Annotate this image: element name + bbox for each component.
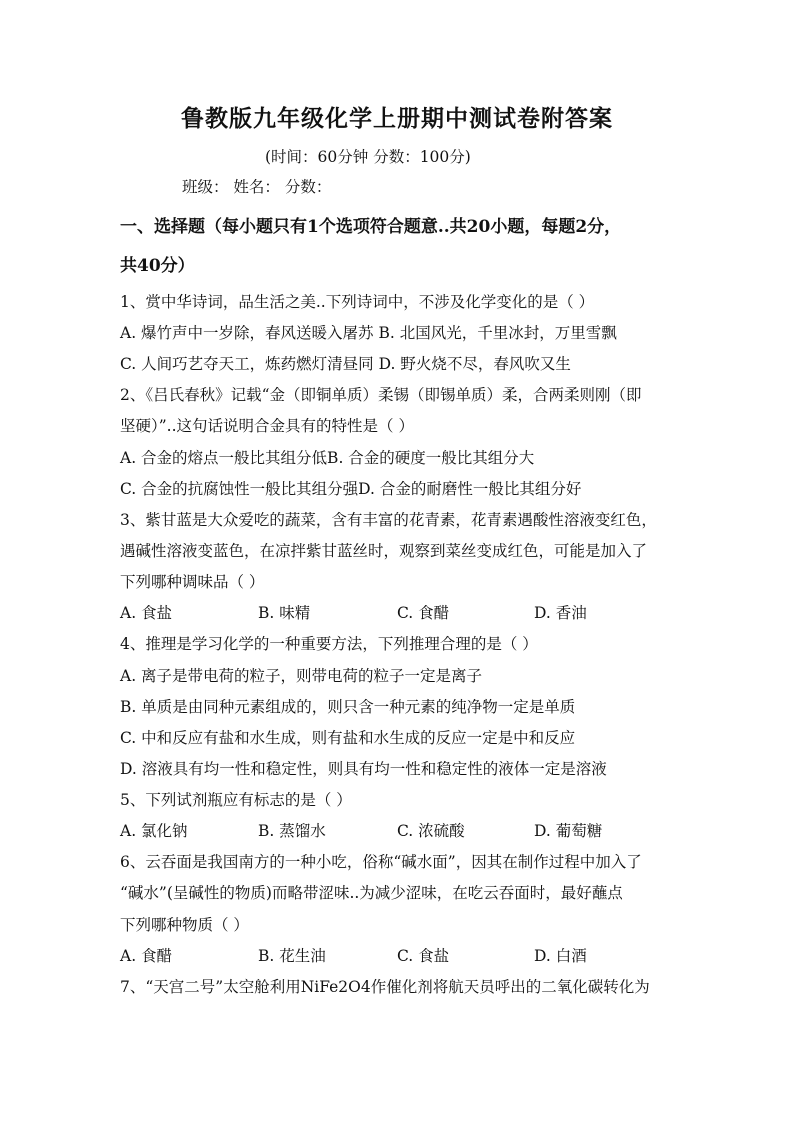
- question-2-options-ab: A. 合金的熔点一般比其组分低B. 合金的硬度一般比其组分大: [120, 449, 535, 467]
- exam-time-score: (时间：60分钟 分数：100分): [265, 148, 471, 166]
- question-6-option-d: D. 白酒: [534, 947, 587, 965]
- question-3-stem-line1: 3、紫甘蓝是大众爱吃的蔬菜，含有丰富的花青素，花青素遇酸性溶液变红色，: [120, 511, 657, 529]
- question-6-stem-line3: 下列哪种物质（ ）: [120, 916, 249, 934]
- question-4-option-d: D. 溶液具有均一性和稳定性，则具有均一性和稳定性的液体一定是溶液: [120, 760, 607, 778]
- question-6-option-c: C. 食盐: [397, 947, 450, 965]
- question-4-option-a: A. 离子是带电荷的粒子，则带电荷的粒子一定是离子: [120, 667, 483, 685]
- question-3-option-c: C. 食醋: [397, 604, 450, 622]
- question-5-option-d: D. 葡萄糖: [534, 822, 603, 840]
- question-2-stem-line2: 坚硬）”..这句话说明合金具有的特性是（ ）: [120, 417, 414, 435]
- question-3-stem-line2: 遇碱性溶液变蓝色，在凉拌紫甘蓝丝时，观察到菜丝变成红色，可能是加入了: [120, 542, 648, 560]
- question-4-option-c: C. 中和反应有盐和水生成，则有盐和水生成的反应一定是中和反应: [120, 729, 576, 747]
- page-title: 鲁教版九年级化学上册期中测试卷附答案: [181, 105, 613, 132]
- question-7-stem-line1: 7、“天宫二号”太空舱利用NiFe2O4作催化剂将航天员呼出的二氧化碳转化为: [120, 978, 650, 996]
- question-6-stem-line2: “碱水”(呈碱性的物质)而略带涩味..为减少涩味，在吃云吞面时，最好蘸点: [120, 884, 623, 902]
- section-heading-cont: 共40分）: [120, 256, 195, 276]
- question-3-stem-line3: 下列哪种调味品（ ）: [120, 573, 265, 591]
- question-4-stem: 4、推理是学习化学的一种重要方法，下列推理合理的是（ ）: [120, 635, 538, 653]
- question-5-stem: 5、下列试剂瓶应有标志的是（ ）: [120, 791, 352, 809]
- question-5-option-c: C. 浓硫酸: [397, 822, 465, 840]
- question-6-option-a: A. 食醋: [120, 947, 173, 965]
- question-6-option-b: B. 花生油: [258, 947, 326, 965]
- question-2-options-cd: C. 合金的抗腐蚀性一般比其组分强D. 合金的耐磨性一般比其组分好: [120, 480, 582, 498]
- question-3-option-d: D. 香油: [534, 604, 587, 622]
- question-1-stem: 1、赏中华诗词，品生活之美..下列诗词中，不涉及化学变化的是（ ）: [120, 293, 595, 311]
- question-4-option-b: B. 单质是由同种元素组成的，则只含一种元素的纯净物一定是单质: [120, 698, 576, 716]
- question-5-option-b: B. 蒸馏水: [258, 822, 326, 840]
- question-5-option-a: A. 氯化钠: [120, 822, 188, 840]
- student-info-line: 班级： 姓名： 分数：: [182, 178, 332, 196]
- section-heading: 一、选择题（每小题只有1个选项符合题意..共20小题，每题2分，: [120, 217, 622, 237]
- question-2-stem-line1: 2、《吕氏春秋》记载“金（即铜单质）柔锡（即锡单质）柔，合两柔则刚（即: [120, 386, 642, 404]
- question-3-option-a: A. 食盐: [120, 604, 173, 622]
- question-1-options-cd: C. 人间巧艺夺天工，炼药燃灯清昼同 D. 野火烧不尽，春风吹又生: [120, 355, 571, 373]
- question-6-stem-line1: 6、云吞面是我国南方的一种小吃，俗称“碱水面”，因其在制作过程中加入了: [120, 853, 642, 871]
- question-1-options-ab: A. 爆竹声中一岁除，春风送暖入屠苏 B. 北国风光，千里冰封，万里雪飘: [120, 324, 617, 342]
- question-3-option-b: B. 味精: [258, 604, 311, 622]
